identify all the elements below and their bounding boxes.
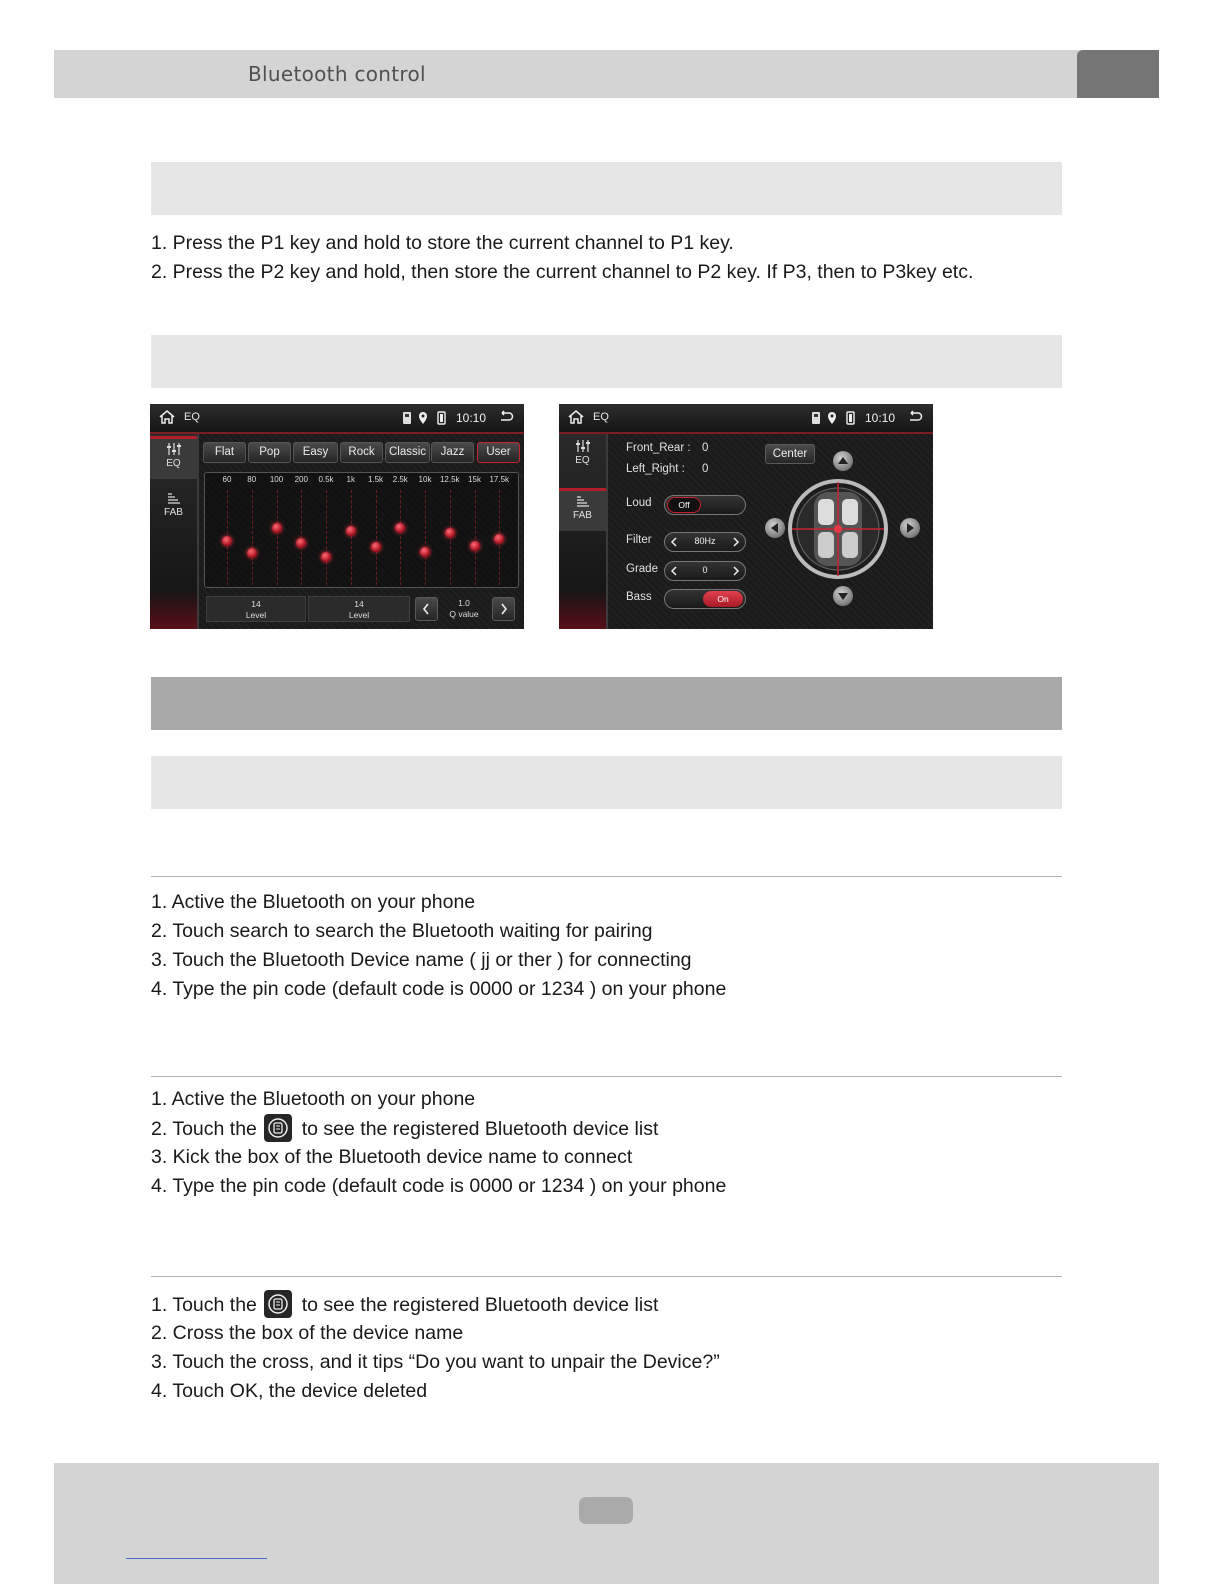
chevron-left-icon[interactable] xyxy=(669,536,679,548)
back-icon[interactable] xyxy=(498,410,514,424)
pairing-steps xyxy=(151,888,726,1004)
level-label: Level xyxy=(245,610,267,620)
sd-card-icon xyxy=(846,411,855,425)
eq-band-knob[interactable] xyxy=(371,542,381,552)
loud-state: Off xyxy=(667,497,701,513)
preset-steps xyxy=(151,229,973,287)
page-number-badge xyxy=(579,1497,633,1524)
q-increase-button[interactable] xyxy=(492,597,515,621)
level-value: 14 xyxy=(354,599,364,609)
side-item-label: FAB xyxy=(573,510,592,521)
side-item-label: EQ xyxy=(166,458,181,469)
back-icon[interactable] xyxy=(907,410,923,424)
bass-state: On xyxy=(703,591,743,607)
left-right-value: 0 xyxy=(702,463,709,475)
arrow-left-icon xyxy=(765,518,785,538)
side-item-eq[interactable] xyxy=(150,436,197,479)
step-text: 1. Touch the xyxy=(151,1294,257,1316)
step-item: 2. Touch search to search the Bluetooth waiting for pairing xyxy=(151,920,653,942)
side-item-fab[interactable] xyxy=(150,488,197,528)
side-menu xyxy=(559,434,608,629)
left-right-label: Left_Right : xyxy=(626,463,685,475)
location-icon xyxy=(418,411,428,425)
frequency-label: 12.5k xyxy=(439,475,460,484)
eq-band-track xyxy=(252,490,254,585)
side-item-label: FAB xyxy=(164,507,183,518)
step-item: 1. Press the P1 key and hold to store the current channel to P1 key. xyxy=(151,232,734,254)
eq-band-track xyxy=(326,490,328,585)
side-item-fab[interactable] xyxy=(559,488,606,531)
footer-link[interactable] xyxy=(126,1558,267,1559)
filter-value: 80Hz xyxy=(694,536,716,546)
front-rear-label: Front_Rear : xyxy=(626,442,691,454)
divider xyxy=(151,1276,1062,1277)
location-icon xyxy=(827,411,837,425)
section-band xyxy=(151,335,1062,388)
eq-band-knob[interactable] xyxy=(272,523,282,533)
page-title: Bluetooth control xyxy=(248,62,426,86)
step-item: 4. Touch OK, the device deleted xyxy=(151,1380,428,1402)
delete-steps xyxy=(151,1290,720,1406)
frequency-label: 2.5k xyxy=(392,475,408,484)
frequency-label: 200 xyxy=(294,475,308,484)
level-readout-1[interactable] xyxy=(206,596,306,622)
step-item: 2. Press the P2 key and hold, then store the current channel to P2 key. If P3, then to P3key etc. xyxy=(151,261,974,283)
preset-button-flat[interactable]: Flat xyxy=(203,442,246,463)
balance-dial[interactable] xyxy=(786,474,890,584)
side-item-label: EQ xyxy=(575,455,590,466)
level-label: Level xyxy=(348,610,370,620)
eq-band-track xyxy=(475,490,477,585)
usb-icon xyxy=(811,411,821,425)
eq-band-track xyxy=(425,490,427,585)
preset-button-jazz[interactable]: Jazz xyxy=(431,442,474,463)
eq-band-track xyxy=(351,490,353,585)
eq-band-knob[interactable] xyxy=(420,547,430,557)
section-band xyxy=(151,162,1062,215)
bluetooth-device-list-icon xyxy=(264,1290,292,1318)
arrow-right-icon xyxy=(900,518,920,538)
side-item-eq[interactable] xyxy=(559,436,606,476)
balance-down-button[interactable] xyxy=(833,586,853,606)
page-header xyxy=(54,50,1159,98)
frequency-label: 1k xyxy=(346,475,355,484)
fader-icon xyxy=(167,492,181,504)
level-readout-2[interactable] xyxy=(308,596,410,622)
frequency-label: 0.5k xyxy=(318,475,334,484)
screen-title: EQ xyxy=(593,411,609,423)
header-tab xyxy=(1077,50,1159,98)
eq-band-track xyxy=(277,490,279,585)
status-bar xyxy=(150,404,524,434)
frequency-label: 1.5k xyxy=(367,475,384,484)
home-icon[interactable] xyxy=(158,409,176,425)
step-item: 4. Type the pin code (default code is 0000 or 1234 ) on your phone xyxy=(151,978,727,1000)
preset-button-rock[interactable]: Rock xyxy=(340,442,383,463)
loud-label: Loud xyxy=(626,497,652,509)
connect-steps xyxy=(151,1085,726,1201)
eq-band-knob[interactable] xyxy=(445,528,455,538)
side-glow xyxy=(559,589,606,629)
grade-stepper[interactable] xyxy=(664,561,746,581)
q-decrease-button[interactable] xyxy=(415,597,438,621)
bass-toggle[interactable] xyxy=(664,589,746,609)
equalizer-icon xyxy=(576,440,590,452)
eq-screenshot xyxy=(150,404,524,629)
bluetooth-device-list-icon xyxy=(264,1114,292,1142)
side-glow xyxy=(150,589,197,629)
grade-label: Grade xyxy=(626,563,658,575)
step-item: 3. Touch the cross, and it tips “Do you want to unpair the Device?” xyxy=(151,1351,720,1373)
section-band xyxy=(151,756,1062,809)
frequency-label: 80 xyxy=(247,475,257,484)
step-text: 2. Touch the xyxy=(151,1118,257,1140)
frequency-label: 60 xyxy=(222,475,232,484)
sd-card-icon xyxy=(437,411,446,425)
eq-band-knob[interactable] xyxy=(247,548,257,558)
balance-left-button[interactable] xyxy=(765,518,785,538)
step-item: 4. Type the pin code (default code is 0000 or 1234 ) on your phone xyxy=(151,1175,727,1197)
status-bar xyxy=(559,404,933,434)
step-item: 3. Kick the box of the Bluetooth device name to connect xyxy=(151,1146,633,1168)
home-icon[interactable] xyxy=(567,409,585,425)
balance-up-button[interactable] xyxy=(833,451,853,471)
step-item: 1. Active the Bluetooth on your phone xyxy=(151,1088,476,1110)
side-menu xyxy=(150,434,199,629)
loud-toggle[interactable] xyxy=(664,495,746,515)
usb-icon xyxy=(402,411,412,425)
divider xyxy=(151,1076,1062,1077)
arrow-down-icon xyxy=(833,586,853,606)
divider xyxy=(151,876,1062,877)
preset-button-easy[interactable]: Easy xyxy=(293,442,338,463)
chevron-right-icon xyxy=(493,598,514,620)
q-label: Q value xyxy=(449,609,479,619)
front-rear-value: 0 xyxy=(702,442,709,454)
preset-button-user[interactable]: User xyxy=(477,442,520,463)
filter-stepper[interactable] xyxy=(664,532,746,552)
step-item xyxy=(151,1290,720,1319)
chevron-left-icon xyxy=(416,598,437,620)
frequency-label: 100 xyxy=(269,475,284,484)
filter-label: Filter xyxy=(626,534,652,546)
step-text: to see the registered Bluetooth device list xyxy=(301,1294,659,1316)
preset-button-pop[interactable]: Pop xyxy=(248,442,291,463)
clock: 10:10 xyxy=(456,411,487,425)
eq-band-knob[interactable] xyxy=(321,552,331,562)
fab-screenshot xyxy=(559,404,933,629)
step-item: 3. Touch the Bluetooth Device name ( jj or ther ) for connecting xyxy=(151,949,692,971)
fader-icon xyxy=(576,495,590,507)
q-value: 1.0 xyxy=(458,598,470,608)
frequency-label: 17.5k xyxy=(489,475,510,484)
chevron-right-icon[interactable] xyxy=(731,565,741,577)
chevron-right-icon[interactable] xyxy=(731,536,741,548)
section-band xyxy=(151,677,1062,730)
balance-right-button[interactable] xyxy=(900,518,920,538)
step-text: to see the registered Bluetooth device list xyxy=(301,1118,659,1140)
clock: 10:10 xyxy=(865,411,896,425)
step-item xyxy=(151,1114,726,1143)
arrow-up-icon xyxy=(833,451,853,471)
eq-band-knob[interactable] xyxy=(470,541,480,551)
step-item: 1. Active the Bluetooth on your phone xyxy=(151,891,476,913)
frequency-label: 15k xyxy=(468,475,481,484)
eq-band-knob[interactable] xyxy=(346,526,356,536)
eq-band-track xyxy=(376,490,378,585)
center-button[interactable]: Center xyxy=(765,444,815,464)
bass-label: Bass xyxy=(626,591,652,603)
preset-button-classic[interactable]: Classic xyxy=(385,442,430,463)
eq-band-track xyxy=(400,490,402,585)
screen-title: EQ xyxy=(184,411,200,423)
frequency-label: 10k xyxy=(418,475,432,484)
grade-value: 0 xyxy=(702,565,708,575)
q-value-readout xyxy=(439,596,489,622)
step-item: 2. Cross the box of the device name xyxy=(151,1322,464,1344)
equalizer-icon xyxy=(167,443,181,455)
level-value: 14 xyxy=(251,599,261,609)
chevron-left-icon[interactable] xyxy=(669,565,679,577)
